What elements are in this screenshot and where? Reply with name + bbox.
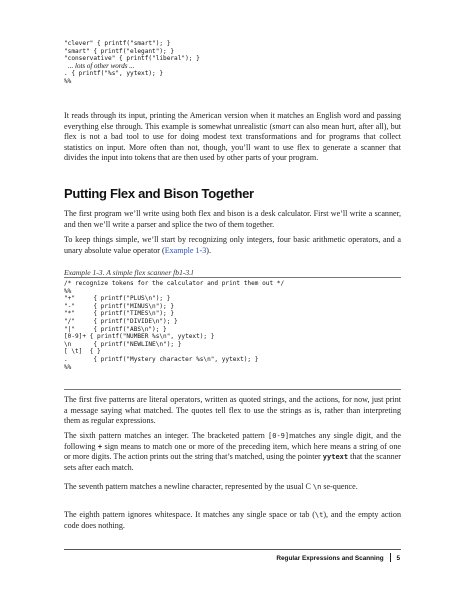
paragraph-keep-simple: To keep things simple, we’ll start by recognizing only integers, four basic arithmetic operators, and a unary absolute value operator (Example 1-3). [64,235,401,255]
example-top-rule [64,277,401,278]
inline-code: \n [312,483,322,491]
code-block-example [64,280,284,371]
inline-code: yytext [322,453,349,462]
example-link[interactable]: Example 1-3 [164,245,207,255]
code-line: "+" { printf("PLUS\n"); } [64,295,171,303]
code-line: . { printf("%s", yytext); } [64,70,164,78]
footer-separator [390,553,391,562]
footer-rule [64,549,401,550]
footer-section-title: Regular Expressions and Scanning [276,555,384,562]
inline-code: \t [314,511,324,519]
paragraph-intro: It reads through its input, printing the American version when it matches an English word and passing everything else through. This example is somewhat unrealistic (smart can also mean hurt, after all), but flex is not a bad tool to use for doing modest text transformations and for programs that collect statistics on input. More often than not, though, you’ll want to use flex to generate a scanner that divides the input into tokens that are then used by other parts of your program. [64,111,401,163]
page-footer [276,553,400,562]
inline-code: [0-9] [268,432,290,440]
paragraph-eighth-pattern: The eighth pattern ignores whitespace. It matches any single space or tab (\t), and the empty action code does nothing. [64,510,401,530]
paragraph-sixth-pattern: The sixth pattern matches an integer. The bracketed pattern [0-9]matches any single digit, and the following + sign means to match one or more of the preceding item, which here means a string of one or more digits. The action prints out the string that’s matched, using the pointer yytext that the scanner sets after each match. [64,431,402,472]
paragraph-seventh-pattern: The seventh pattern matches a newline character, represented by the usual C \n se-quence. [64,482,358,491]
code-line: [0-9]+ { printf("NUMBER %s\n", yytext); } [64,333,215,341]
code-line: "/" { printf("DIVIDE\n"); } [64,317,178,325]
code-line: \n { printf("NEWLINE\n"); } [64,340,182,348]
inline-code: + [97,442,103,451]
code-line: "conservative" { printf("liberal"); } [64,55,200,63]
code-line: /* recognize tokens for the calculator and print them out */ [64,280,285,287]
code-line: "|" { printf("ABS\n"); } [64,325,167,333]
code-line: . { printf("Mystery character %s\n", yytext); } [64,355,259,363]
code-line: %% [64,77,72,85]
example-bottom-rule [64,389,401,390]
code-line: %% [64,363,72,371]
example-caption: Example 1-3. A simple flex scanner fb1-3.l [64,268,194,277]
code-line: %% [64,287,72,295]
code-line: "-" { printf("MINUS\n"); } [64,302,175,310]
code-comment: ... lots of other words ... [68,61,135,70]
page-number: 5 [396,555,400,562]
code-line: "*" { printf("TIMES\n"); } [64,310,175,318]
code-line: [ \t] { } [64,348,101,356]
paragraph-desk-calculator: The first program we’ll write using both flex and bison is a desk calculator. First we’ll write a scanner, and then we’ll write a parser and splice the two of them together. [64,209,401,229]
code-line: "smart" { printf("elegant"); } [64,47,175,55]
code-line: "clever" { printf("smart"); } [64,40,171,47]
section-heading: Putting Flex and Bison Together [64,186,254,201]
code-block-top [64,40,200,86]
paragraph-first-five: The first five patterns are literal operators, written as quoted strings, and the actions, for now, just print a message saying what matched. The quotes tell flex to use the strings as is, rather than interpreting them as regular expressions. [64,395,401,426]
